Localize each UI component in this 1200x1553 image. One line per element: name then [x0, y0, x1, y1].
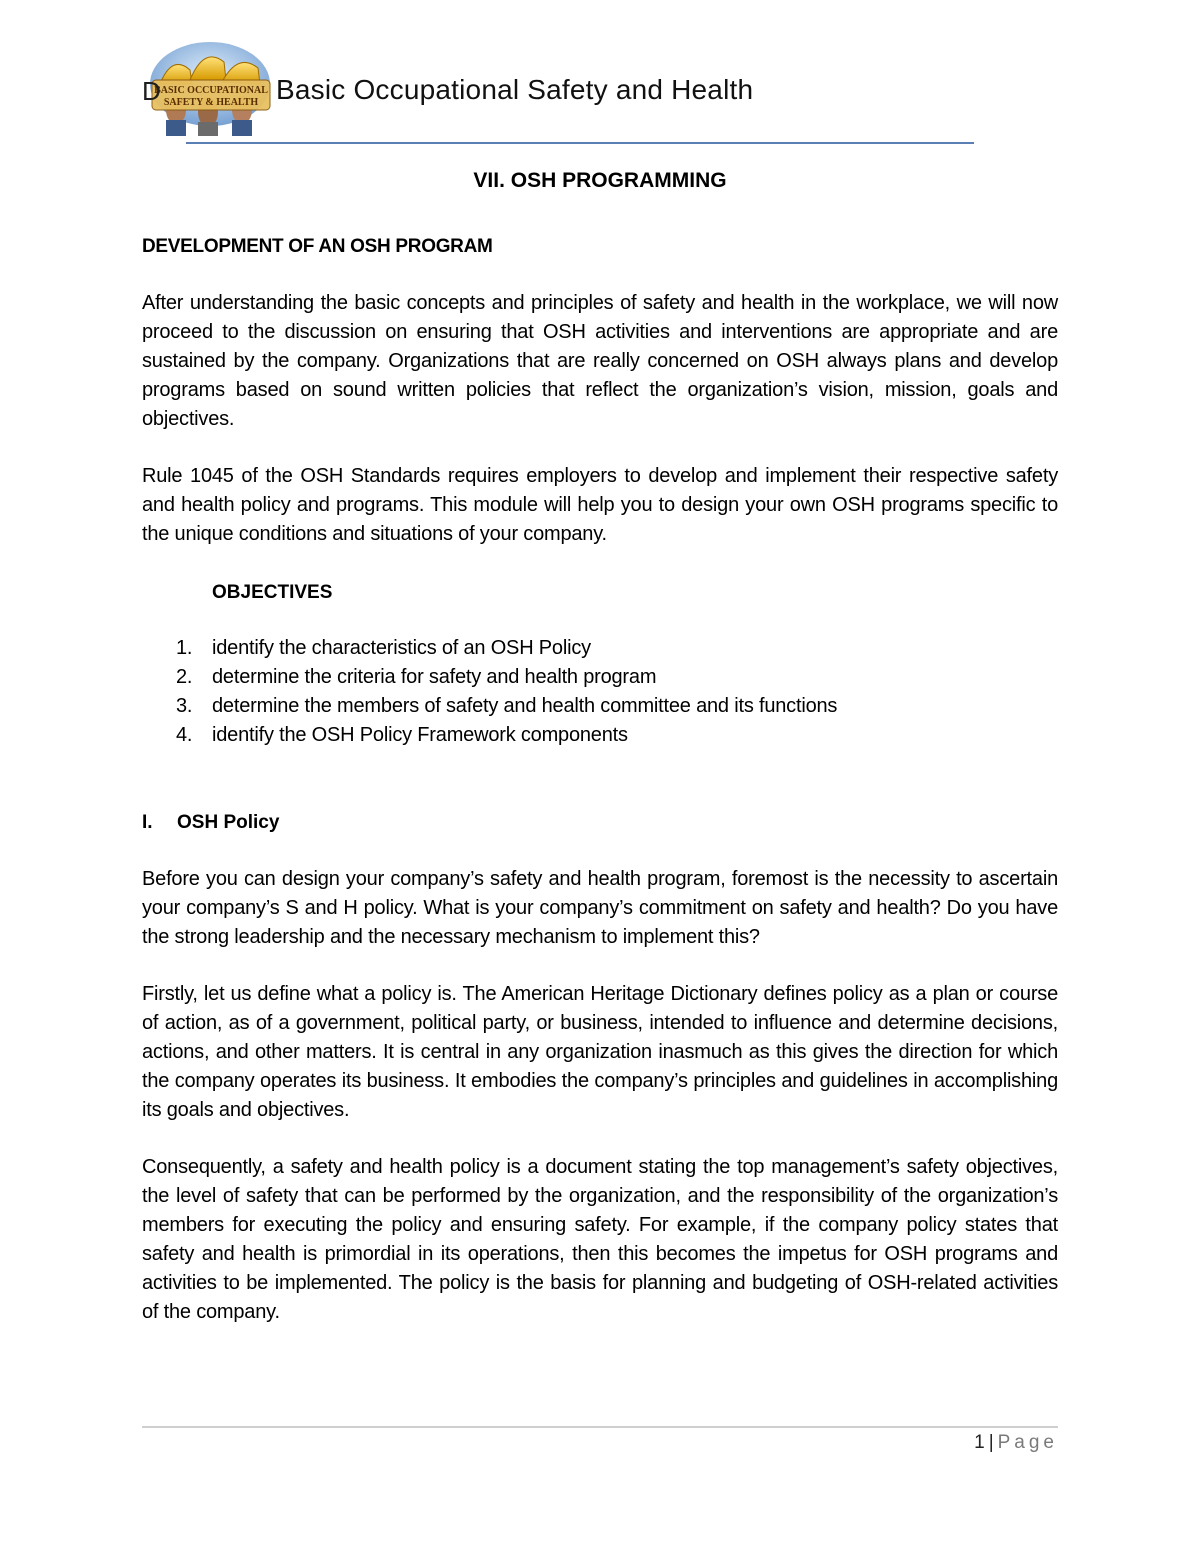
logo-text-line-2: SAFETY & HEALTH	[163, 97, 259, 108]
page-number: 1	[974, 1432, 985, 1453]
logo-text-line-1: BASIC OCCUPATIONAL	[154, 85, 268, 96]
objective-item	[142, 721, 1058, 750]
objective-number: 2.	[176, 666, 193, 688]
policy-heading-text: OSH Policy	[177, 812, 280, 833]
policy-paragraph-1: Before you can design your company’s safety and health program, foremost is the necessity to ascertain your company’s S and H policy. What is your company’s commitment on safety and health? Do you have the strong leadership and the necessary mechanism to implement this?	[142, 868, 1058, 948]
objective-number: 3.	[176, 695, 193, 717]
document-title: VII. OSH PROGRAMMING	[473, 169, 727, 192]
policy-paragraph-2: Firstly, let us define what a policy is. The American Heritage Dictionary defines policy as a plan or course of action, as of a government, political party, or business, intended to influence and determine decisions, actions, and other matters. It is central in any organization inasmuch as this gives the direction for which the company operates its business. It embodies the company’s principles and guidelines in accomplishing its goals and objectives.	[142, 983, 1058, 1121]
page-footer	[974, 1432, 1058, 1454]
section-heading: DEVELOPMENT OF AN OSH PROGRAM	[142, 236, 493, 257]
objective-item	[142, 634, 1058, 663]
objectives-list	[142, 634, 1058, 750]
objective-text: determine the members of safety and health committee and its functions	[212, 695, 838, 717]
objectives-heading: OBJECTIVES	[212, 582, 333, 603]
objective-text: determine the criteria for safety and health program	[212, 666, 657, 688]
policy-paragraph-3: Consequently, a safety and health policy is a document stating the top management’s safety objectives, the level of safety that can be performed by the organization, and the responsibility of the organization’s members for executing the policy and ensuring safety. For example, if the company policy states that safety and health is primordial in its operations, then this becomes the impetus for OSH programs and activities to be implemented. The policy is the basis for planning and budgeting of OSH-related activities of the company.	[142, 1156, 1058, 1323]
footer-divider	[142, 1426, 1058, 1428]
objective-item	[142, 692, 1058, 721]
policy-numeral: I.	[142, 812, 153, 833]
document-body	[142, 164, 1058, 1327]
policy-heading	[142, 808, 1058, 837]
page-label: Page	[997, 1432, 1058, 1453]
objective-number: 4.	[176, 724, 193, 746]
page-header	[142, 40, 1002, 140]
course-logo	[146, 40, 274, 136]
intro-paragraph-1: After understanding the basic concepts and principles of safety and health in the workplace, we will now proceed to the discussion on ensuring that OSH activities and interventions are appropriate and are sustained by the company. Organizations that are really concerned on OSH always plans and develop programs based on sound written policies that reflect the organization’s vision, mission, goals and objectives.	[142, 292, 1058, 430]
header-divider	[186, 142, 974, 144]
objective-item	[142, 663, 1058, 692]
header-title: Basic Occupational Safety and Health	[276, 74, 754, 105]
intro-paragraph-2: Rule 1045 of the OSH Standards requires employers to develop and implement their respective safety and health policy and programs. This module will help you to design your own OSH programs specific to the unique conditions and situations of your company.	[142, 465, 1058, 545]
header-prefix: D	[142, 76, 161, 106]
footer-separator: |	[988, 1432, 994, 1453]
objective-text: identify the OSH Policy Framework components	[212, 724, 628, 746]
objective-text: identify the characteristics of an OSH Policy	[212, 637, 591, 659]
objective-number: 1.	[176, 637, 193, 659]
